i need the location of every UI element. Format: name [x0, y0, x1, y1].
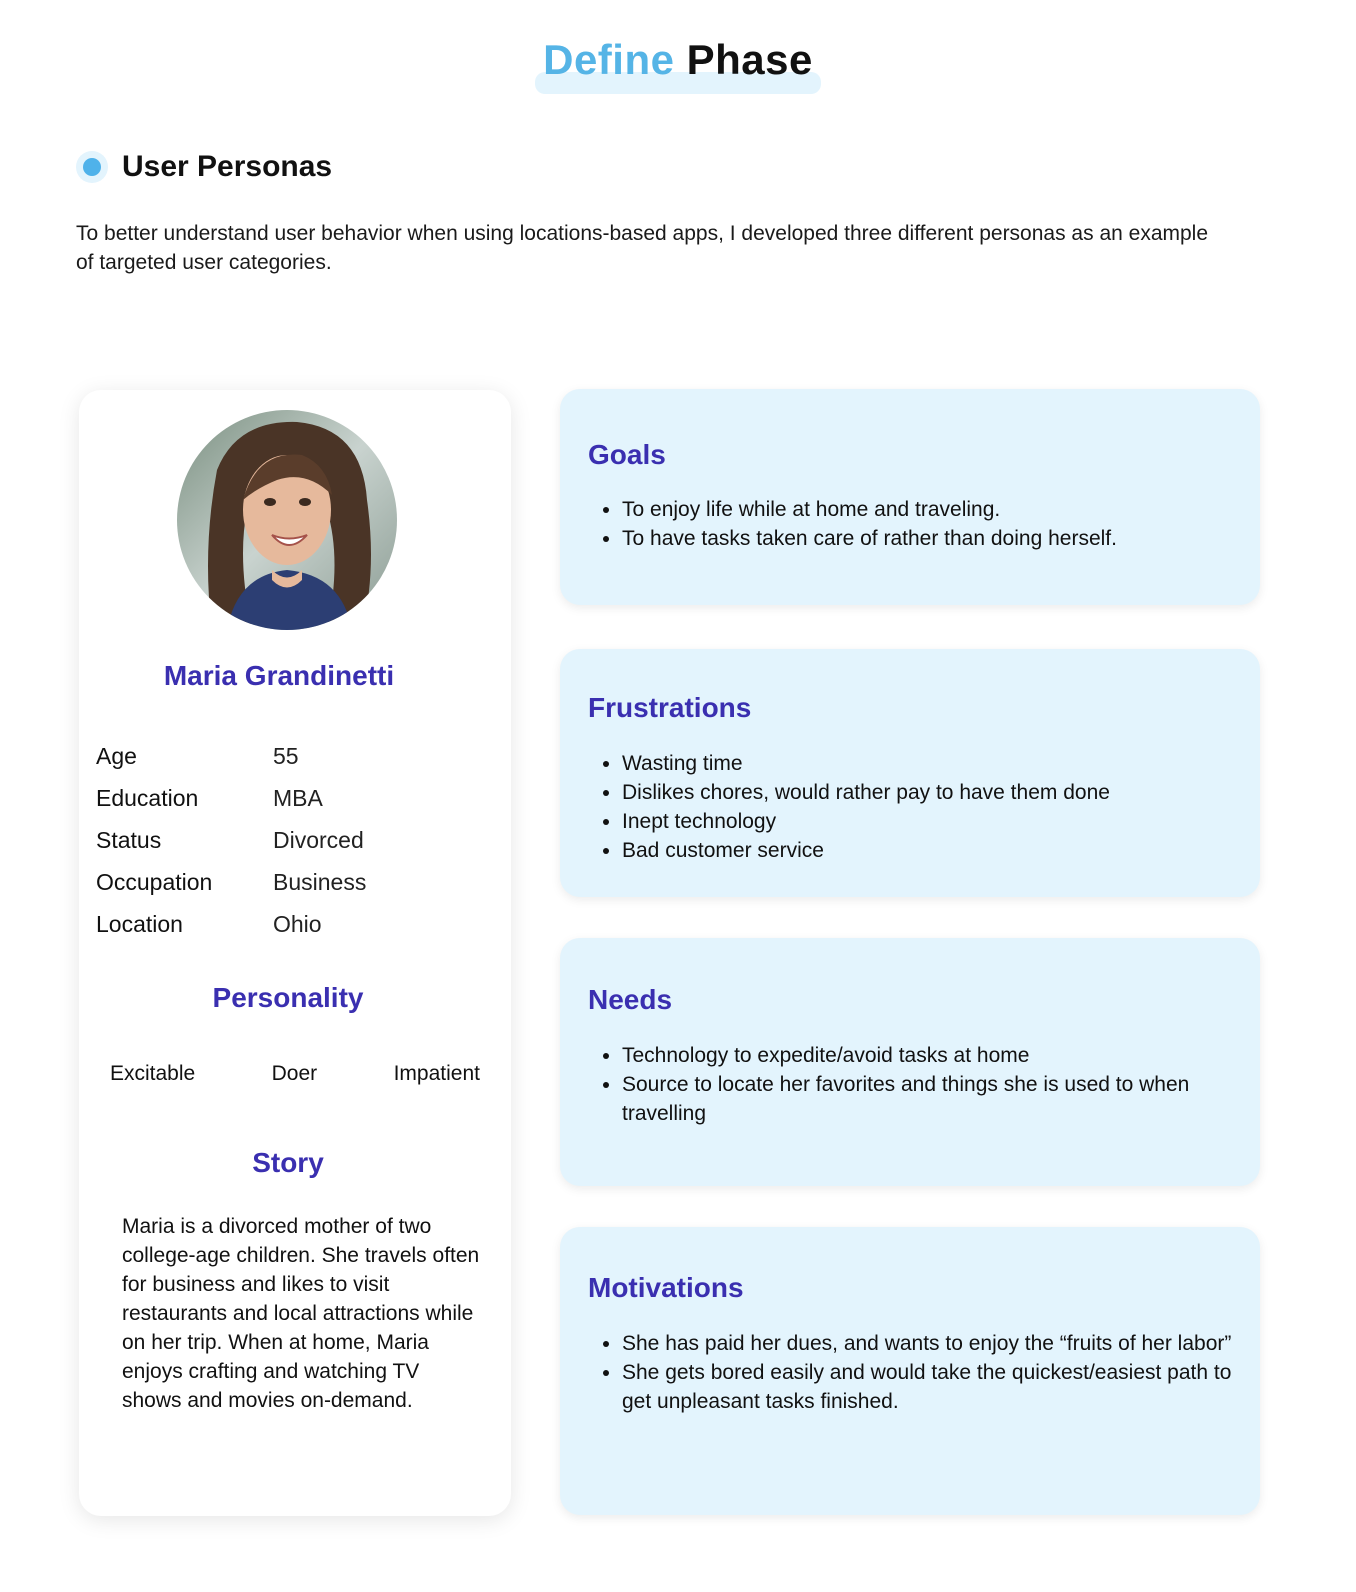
- list-item: • Technology to expedite/avoid tasks at home: [622, 1041, 1262, 1070]
- info-value: Ohio: [273, 910, 322, 937]
- persona-info-table: [96, 735, 366, 945]
- trait: Impatient: [393, 1062, 480, 1085]
- avatar: [177, 410, 397, 630]
- section-intro: To better understand user behavior when using locations-based apps, I developed three different personas as an example of targeted user categories.: [76, 222, 1209, 274]
- list-item: • Bad customer service: [622, 836, 1262, 865]
- frustrations-heading: Frustrations: [588, 692, 752, 723]
- title-rest: Phase: [686, 36, 813, 83]
- page-title: [535, 30, 821, 94]
- list-item: • To have tasks taken care of rather than doing herself.: [622, 524, 1262, 553]
- needs-panel: [560, 938, 1260, 1186]
- needs-heading: Needs: [588, 984, 673, 1015]
- info-value: Business: [273, 868, 367, 895]
- persona-name: Maria Grandinetti: [163, 660, 395, 691]
- page-title-wrap: [0, 30, 1356, 94]
- section-heading: [76, 150, 332, 184]
- frustrations-panel: [560, 649, 1260, 897]
- motivations-heading: Motivations: [588, 1272, 744, 1303]
- title-accent: Define: [543, 36, 675, 83]
- info-label: Age: [96, 742, 137, 769]
- motivations-list: [600, 1329, 1262, 1416]
- list-item: • She gets bored easily and would take the quickest/easiest path to get unpleasant tasks finished.: [622, 1358, 1262, 1416]
- trait: Doer: [271, 1062, 318, 1085]
- section-title: User Personas: [122, 150, 333, 183]
- info-value: Divorced: [273, 826, 364, 853]
- info-label: Education: [96, 784, 199, 811]
- list-item: • To enjoy life while at home and traveling.: [622, 495, 1262, 524]
- info-row-occupation: [96, 861, 366, 903]
- frustrations-list: [600, 749, 1262, 865]
- motivations-panel: [560, 1227, 1260, 1515]
- info-row-status: [96, 819, 366, 861]
- persona-photo-icon: [177, 410, 397, 630]
- info-label: Location: [96, 910, 183, 937]
- list-item: • She has paid her dues, and wants to enjoy the “fruits of her labor”: [622, 1329, 1262, 1358]
- list-item: • Inept technology: [622, 807, 1262, 836]
- info-value: MBA: [273, 784, 323, 811]
- info-row-education: [96, 777, 366, 819]
- personality-heading: Personality: [212, 982, 364, 1013]
- list-item: • Wasting time: [622, 749, 1262, 778]
- goals-heading: Goals: [588, 439, 666, 470]
- personality-traits: [110, 1062, 480, 1086]
- list-item: • Source to locate her favorites and things she is used to when travelling: [622, 1070, 1262, 1128]
- info-row-location: [96, 903, 366, 945]
- needs-list: [600, 1041, 1262, 1128]
- trait: Excitable: [110, 1062, 196, 1085]
- info-label: Status: [96, 826, 162, 853]
- info-value: 55: [273, 742, 299, 769]
- info-label: Occupation: [96, 868, 213, 895]
- bullet-dot-icon: [76, 151, 108, 183]
- goals-list: [600, 495, 1262, 553]
- goals-panel: [560, 389, 1260, 605]
- list-item: • Dislikes chores, would rather pay to have them done: [622, 778, 1262, 807]
- info-row-age: [96, 735, 366, 777]
- story-text: Maria is a divorced mother of two college-age children. She travels often for business and likes to visit restaurants and local attractions while on her trip. When at home, Maria enjoys crafting and watching TV shows and movies on-demand.: [122, 1215, 480, 1412]
- persona-card: [79, 390, 511, 1516]
- story-heading: Story: [252, 1147, 324, 1178]
